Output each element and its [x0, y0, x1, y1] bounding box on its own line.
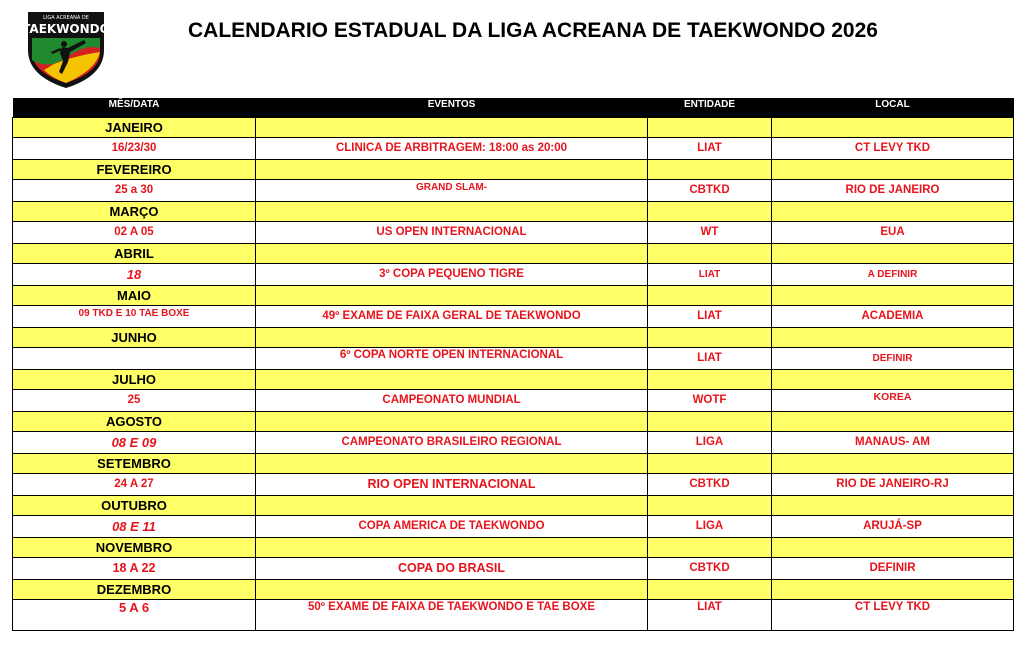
event-entity: LIGA: [648, 516, 772, 538]
event-entity: LIAT: [648, 264, 772, 286]
event-row: [13, 558, 1014, 580]
event-row: [13, 432, 1014, 454]
event-local: KOREA: [772, 390, 1014, 412]
event-name: 49º EXAME DE FAIXA GERAL DE TAEKWONDO: [256, 306, 648, 328]
month-label: FEVEREIRO: [13, 160, 256, 180]
month-row: [13, 328, 1014, 348]
event-row: [13, 390, 1014, 412]
event-row: [13, 264, 1014, 286]
event-name: 3º COPA PEQUENO TIGRE: [256, 264, 648, 286]
month-row: [13, 580, 1014, 600]
event-date: 08 E 11: [13, 516, 256, 538]
event-name: CAMPEONATO BRASILEIRO REGIONAL: [256, 432, 648, 454]
event-entity: WOTF: [648, 390, 772, 412]
month-label: AGOSTO: [13, 412, 256, 432]
column-header-events: EVENTOS: [256, 98, 648, 118]
event-name: CLINICA DE ARBITRAGEM: 18:00 as 20:00: [256, 138, 648, 160]
event-row: [13, 180, 1014, 202]
event-local: ACADEMIA: [772, 306, 1014, 328]
event-name: COPA DO BRASIL: [256, 558, 648, 580]
month-label: MAIO: [13, 286, 256, 306]
month-row: [13, 118, 1014, 138]
calendar-table: [12, 98, 1014, 631]
month-row: [13, 202, 1014, 222]
page-title: CALENDARIO ESTADUAL DA LIGA ACREANA DE TAEKWONDO 2026: [188, 19, 878, 42]
column-header-local: LOCAL: [772, 98, 1014, 118]
event-row: [13, 474, 1014, 496]
month-label: JUNHO: [13, 328, 256, 348]
event-name: GRAND SLAM-: [256, 180, 648, 202]
liga-logo: [24, 8, 108, 90]
event-date: 09 TKD E 10 TAE BOXE: [13, 306, 256, 328]
month-row: [13, 286, 1014, 306]
taekwondo-shield-icon: [24, 8, 108, 90]
month-label: JULHO: [13, 370, 256, 390]
event-local: MANAUS- AM: [772, 432, 1014, 454]
event-entity: LIAT: [648, 348, 772, 370]
event-entity: LIAT: [648, 600, 772, 631]
event-date: 24 A 27: [13, 474, 256, 496]
event-entity: LIGA: [648, 432, 772, 454]
event-row: [13, 222, 1014, 244]
month-row: [13, 160, 1014, 180]
event-local: RIO DE JANEIRO: [772, 180, 1014, 202]
month-row: [13, 496, 1014, 516]
event-date: 25: [13, 390, 256, 412]
event-entity: CBTKD: [648, 180, 772, 202]
event-entity: CBTKD: [648, 558, 772, 580]
month-label: NOVEMBRO: [13, 538, 256, 558]
month-row: [13, 412, 1014, 432]
event-date: 16/23/30: [13, 138, 256, 160]
event-name: 50º EXAME DE FAIXA DE TAEKWONDO E TAE BOXE: [256, 600, 648, 631]
event-name: RIO OPEN INTERNACIONAL: [256, 474, 648, 496]
event-date: 08 E 09: [13, 432, 256, 454]
event-entity: LIAT: [648, 306, 772, 328]
event-local: EUA: [772, 222, 1014, 244]
event-date: [13, 348, 256, 370]
event-local: ARUJÁ-SP: [772, 516, 1014, 538]
event-date: 18: [13, 264, 256, 286]
event-entity: CBTKD: [648, 474, 772, 496]
event-local: DEFINIR: [772, 558, 1014, 580]
event-date: 25 a 30: [13, 180, 256, 202]
event-name: COPA AMERICA DE TAEKWONDO: [256, 516, 648, 538]
column-header-date: MÊS/DATA: [13, 98, 256, 118]
event-local: CT LEVY TKD: [772, 138, 1014, 160]
column-header-entity: ENTIDADE: [648, 98, 772, 118]
event-date: 5 A 6: [13, 600, 256, 631]
event-row: [13, 306, 1014, 328]
event-local: A DEFINIR: [772, 264, 1014, 286]
month-label: ABRIL: [13, 244, 256, 264]
month-label: SETEMBRO: [13, 454, 256, 474]
month-row: [13, 454, 1014, 474]
month-row: [13, 244, 1014, 264]
event-entity: WT: [648, 222, 772, 244]
event-local: RIO DE JANEIRO-RJ: [772, 474, 1014, 496]
event-entity: LIAT: [648, 138, 772, 160]
event-local: DEFINIR: [772, 348, 1014, 370]
month-label: JANEIRO: [13, 118, 256, 138]
event-name: 6º COPA NORTE OPEN INTERNACIONAL: [256, 348, 648, 370]
event-date: 02 A 05: [13, 222, 256, 244]
event-name: US OPEN INTERNACIONAL: [256, 222, 648, 244]
event-name: CAMPEONATO MUNDIAL: [256, 390, 648, 412]
logo-text-main: TAEKWONDO: [24, 22, 108, 36]
event-row: [13, 516, 1014, 538]
event-row: [13, 138, 1014, 160]
event-local: CT LEVY TKD: [772, 600, 1014, 631]
month-label: OUTUBRO: [13, 496, 256, 516]
event-row: [13, 600, 1014, 631]
month-row: [13, 370, 1014, 390]
month-label: DEZEMBRO: [13, 580, 256, 600]
table-header-row: [13, 98, 1014, 118]
month-row: [13, 538, 1014, 558]
logo-text-top: LIGA ACREANA DE: [43, 15, 89, 21]
event-date: 18 A 22: [13, 558, 256, 580]
event-row: [13, 348, 1014, 370]
month-label: MARÇO: [13, 202, 256, 222]
